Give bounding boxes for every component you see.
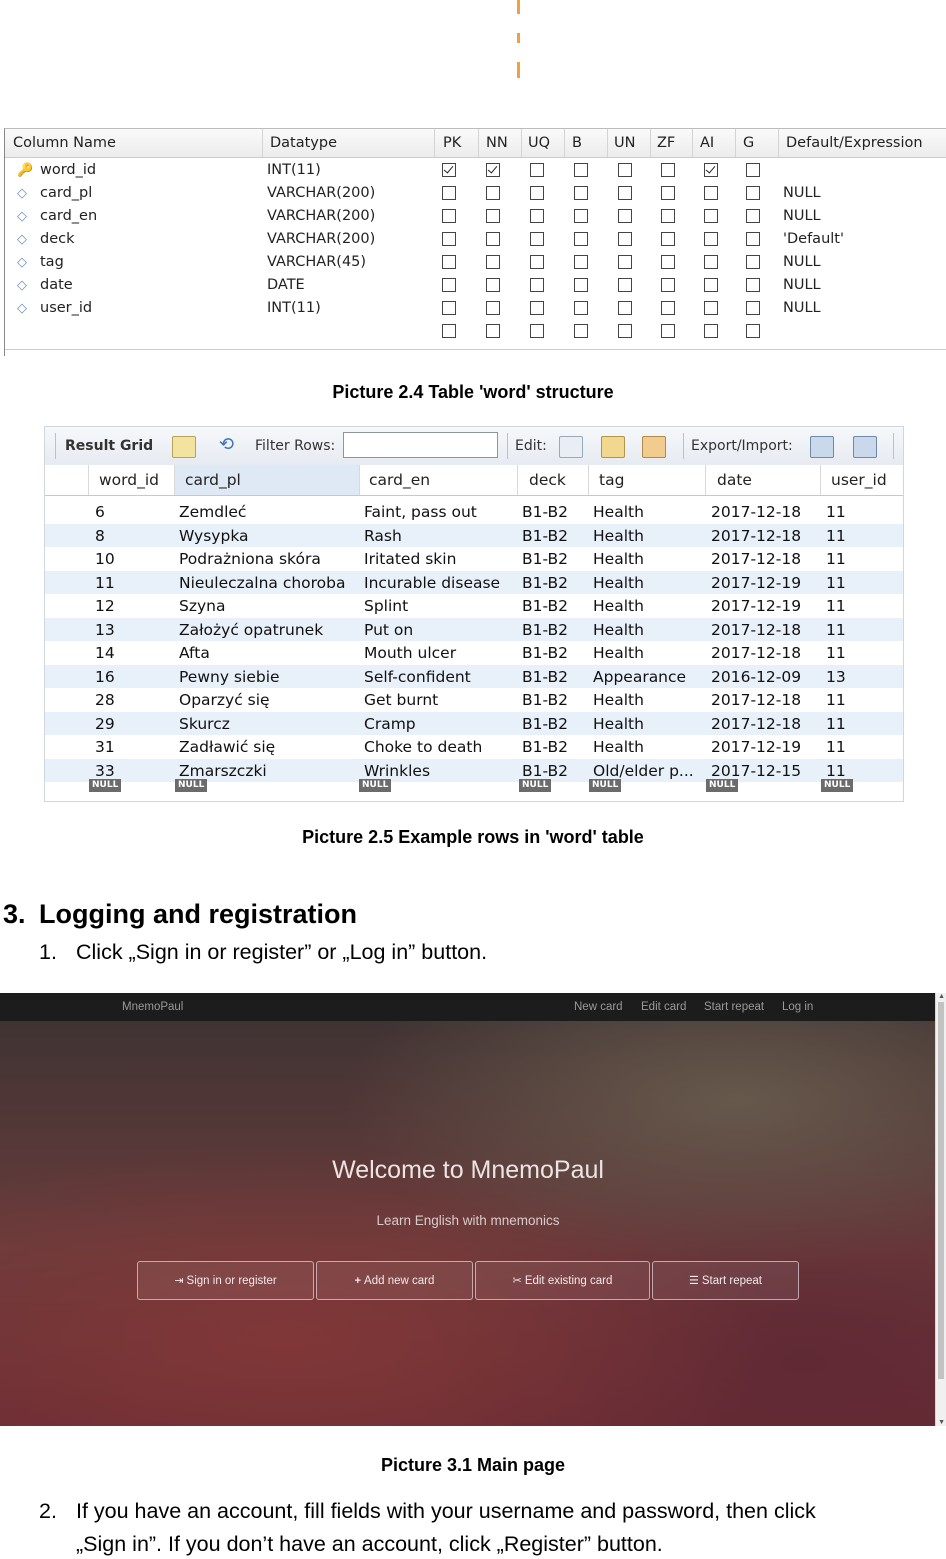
table-cell[interactable]: Health [593,503,644,521]
table-row[interactable] [45,688,903,712]
table-cell[interactable]: B1-B2 [522,573,569,592]
table-cell[interactable]: Health [593,550,644,568]
flag-checkbox[interactable] [530,163,544,177]
refresh-icon[interactable]: ⟲ [219,434,235,455]
step-1 [39,940,488,965]
flag-checkbox[interactable] [661,324,675,338]
table-structure-editor [4,128,946,356]
column-datatype[interactable]: VARCHAR(200) [267,208,376,224]
flag-checkbox[interactable] [704,209,718,223]
divider [5,349,946,350]
table-cell[interactable]: Incurable disease [364,573,501,592]
step-2-line-2: „Sign in”. If you don’t have an account, click „Register” button. [76,1532,663,1556]
start-repeat-label: Start repeat [701,1275,762,1287]
filter-rows-label: Filter Rows: [255,438,336,454]
structure-row[interactable] [5,183,946,206]
table-cell[interactable]: 14 [95,644,115,662]
flag-checkbox[interactable] [618,278,632,292]
nav-start-repeat[interactable]: Start repeat [704,1001,765,1013]
table-cell[interactable]: B1-B2 [522,526,569,545]
table-cell[interactable]: 2016-12-09 [711,667,802,686]
flag-checkbox[interactable] [746,163,760,177]
table-cell[interactable]: Get burnt [364,691,439,709]
sign-in-register-button[interactable] [137,1261,314,1300]
table-cell[interactable]: 11 [826,714,846,733]
flag-checkbox[interactable] [442,255,456,269]
step-2-number: 2. [39,1499,57,1523]
flag-checkbox[interactable] [442,324,456,338]
structure-row-empty[interactable] [5,321,946,344]
header-uq[interactable]: UQ [528,135,551,151]
table-cell[interactable]: 12 [95,597,115,615]
flag-checkbox[interactable] [442,186,456,200]
column-datatype[interactable]: INT(11) [267,162,321,178]
flag-checkbox[interactable] [486,186,500,200]
flag-checkbox[interactable] [618,163,632,177]
structure-row[interactable] [5,160,946,183]
header-ai[interactable]: AI [700,135,715,151]
table-row[interactable] [45,547,903,571]
export-icon[interactable] [810,436,834,458]
step-1-text: Click „Sign in or register” or „Log in” button. [76,940,488,964]
structure-row[interactable] [5,206,946,229]
flag-checkbox[interactable] [618,186,632,200]
table-cell[interactable]: Faint, pass out [364,503,477,521]
table-cell[interactable]: Health [593,644,644,662]
header-nn[interactable]: NN [486,135,508,151]
column-datatype[interactable]: VARCHAR(200) [267,231,376,247]
column-default[interactable]: 'Default' [783,231,844,247]
table-cell[interactable]: B1-B2 [522,503,569,521]
table-row[interactable] [45,594,903,618]
structure-row[interactable] [5,275,946,298]
column-icon: ◇ [17,301,27,316]
flag-checkbox[interactable] [486,278,500,292]
table-cell[interactable]: Podrażniona skóra [179,550,321,568]
table-cell[interactable]: Health [593,597,644,615]
table-row[interactable] [45,665,903,689]
table-cell[interactable]: Iritated skin [364,550,457,568]
add-row-icon[interactable] [601,436,625,458]
table-cell[interactable]: Health [593,714,644,733]
header-g[interactable]: G [743,135,755,151]
flag-checkbox[interactable] [486,324,500,338]
table-cell[interactable]: 11 [826,761,846,780]
table-cell[interactable]: Health [593,573,644,592]
header-pk[interactable]: PK [443,135,462,151]
flag-checkbox[interactable] [574,232,588,246]
table-cell[interactable]: Old/elder p... [593,761,694,780]
flag-checkbox[interactable] [618,209,632,223]
main-page-screenshot [0,993,946,1426]
table-cell[interactable]: Wrinkles [364,761,431,780]
nav-new-card[interactable]: New card [574,1001,623,1013]
table-cell[interactable]: Health [593,691,644,709]
filter-rows-input[interactable] [343,432,498,458]
flag-checkbox[interactable] [746,186,760,200]
table-cell[interactable]: Rash [364,526,402,545]
table-cell[interactable]: Zadławić się [179,738,276,756]
flag-checkbox[interactable] [704,301,718,315]
table-cell[interactable]: 11 [826,620,846,639]
table-cell[interactable]: B1-B2 [522,667,569,686]
col-date[interactable]: date [717,471,752,489]
table-cell[interactable]: Założyć opatrunek [179,620,324,639]
navbar [0,993,936,1021]
table-cell[interactable]: Health [593,738,644,756]
flag-checkbox[interactable] [574,163,588,177]
table-cell[interactable]: 16 [95,667,115,686]
table-cell[interactable]: 2017-12-15 [711,761,802,780]
flag-checkbox[interactable] [574,301,588,315]
col-deck[interactable]: deck [529,471,566,489]
column-name[interactable]: date [40,277,73,293]
step-2 [39,1499,816,1524]
edit-label: Edit: [515,438,547,454]
table-cell[interactable]: 11 [826,644,846,662]
table-cell[interactable]: Splint [364,597,409,615]
scrollbar[interactable] [935,993,946,1426]
table-cell[interactable]: 28 [95,691,115,709]
table-cell[interactable]: Health [593,620,644,639]
caption-example-rows: Picture 2.5 Example rows in 'word' table [302,827,644,847]
flag-checkbox[interactable] [530,186,544,200]
flag-checkbox[interactable] [486,255,500,269]
result-grid-header [45,465,903,496]
null-badge: NULL [175,779,207,792]
flag-checkbox[interactable] [746,232,760,246]
table-cell[interactable]: 31 [95,738,115,756]
null-badge: NULL [359,779,391,792]
table-cell[interactable]: 2017-12-19 [711,738,802,756]
flag-checkbox[interactable] [574,209,588,223]
table-cell[interactable]: 2017-12-18 [711,620,802,639]
add-new-card-label: Add new card [364,1275,435,1287]
table-cell[interactable]: 11 [826,550,846,568]
table-cell[interactable]: 11 [826,573,846,592]
top-mark [517,62,520,78]
column-datatype[interactable]: DATE [267,277,305,293]
table-cell[interactable]: Afta [179,644,210,662]
table-cell[interactable]: 29 [95,714,115,733]
table-cell[interactable]: B1-B2 [522,620,569,639]
column-name[interactable]: card_pl [40,185,93,201]
grid-view-icon[interactable] [172,436,196,458]
flag-checkbox[interactable] [746,301,760,315]
result-grid-label: Result Grid [65,438,154,454]
structure-row[interactable] [5,252,946,275]
nav-edit-card[interactable]: Edit card [641,1001,687,1013]
result-grid-toolbar [45,427,903,466]
table-cell[interactable]: 11 [826,526,846,545]
navbar-brand[interactable]: MnemoPaul [122,1001,184,1013]
flag-checkbox[interactable] [442,278,456,292]
flag-checkbox[interactable] [704,232,718,246]
flag-checkbox[interactable] [486,301,500,315]
null-badge: NULL [821,779,853,792]
flag-checkbox[interactable] [486,232,500,246]
export-import-label: Export/Import: [691,438,793,454]
table-cell[interactable]: B1-B2 [522,597,569,615]
table-cell[interactable]: Put on [364,620,414,639]
flag-checkbox[interactable] [704,278,718,292]
column-default[interactable]: NULL [783,300,821,316]
flag-checkbox[interactable] [574,278,588,292]
column-default[interactable]: NULL [783,185,821,201]
flag-checkbox[interactable] [661,232,675,246]
flag-checkbox[interactable] [442,163,456,177]
flag-checkbox[interactable] [746,324,760,338]
table-cell[interactable]: Nieuleczalna choroba [179,573,346,592]
flag-checkbox[interactable] [661,163,675,177]
table-cell[interactable]: 2017-12-18 [711,503,802,521]
table-cell[interactable]: 11 [826,738,846,756]
caption-table-structure: Picture 2.4 Table 'word' structure [332,382,614,402]
flag-checkbox[interactable] [661,186,675,200]
primary-key-icon: 🔑 [17,163,34,178]
flag-checkbox[interactable] [530,278,544,292]
step-2-line-1: If you have an account, fill fields with your username and password, then click [76,1499,816,1523]
scroll-up-icon[interactable]: ▲ [938,993,945,1000]
col-word-id[interactable]: word_id [99,471,159,489]
flag-checkbox[interactable] [486,209,500,223]
table-cell[interactable]: Appearance [593,667,687,686]
header-datatype[interactable]: Datatype [270,135,338,151]
column-icon: ◇ [17,186,27,201]
caption-main-page: Picture 3.1 Main page [380,1455,566,1475]
table-cell[interactable]: 2017-12-18 [711,526,802,545]
sign-in-register-label: Sign in or register [186,1275,277,1287]
table-cell[interactable]: 33 [95,761,115,780]
flag-checkbox[interactable] [442,301,456,315]
header-un[interactable]: UN [614,135,636,151]
table-cell[interactable]: 2017-12-18 [711,691,802,709]
table-row[interactable] [45,735,903,759]
flag-checkbox[interactable] [530,324,544,338]
table-row[interactable] [45,500,903,524]
start-repeat-button[interactable] [652,1261,799,1300]
column-icon: ◇ [17,232,27,247]
table-row[interactable] [45,641,903,665]
nav-log-in[interactable]: Log in [782,1001,814,1013]
column-default[interactable]: NULL [783,277,821,293]
header-default[interactable]: Default/Expression [786,135,923,151]
flag-checkbox[interactable] [530,209,544,223]
column-name[interactable]: word_id [40,162,97,178]
table-cell[interactable]: Wysypka [179,526,249,545]
section-number: 3. [3,899,26,929]
edit-icon: ✂ [512,1275,522,1287]
table-cell[interactable]: B1-B2 [522,738,569,756]
table-cell[interactable]: 2017-12-18 [711,644,802,662]
structure-row[interactable] [5,229,946,252]
column-default[interactable]: NULL [783,254,821,270]
plus-icon: + [354,1275,362,1287]
col-card-en[interactable]: card_en [369,471,431,489]
null-badge: NULL [706,779,738,792]
table-cell[interactable]: Zmarszczki [179,761,267,780]
null-badge: NULL [89,779,121,792]
table-cell[interactable]: Szyna [179,597,226,615]
top-mark [517,0,520,14]
flag-checkbox[interactable] [530,255,544,269]
table-cell[interactable]: B1-B2 [522,714,569,733]
flag-checkbox[interactable] [704,186,718,200]
col-card-pl[interactable]: card_pl [185,471,241,489]
table-cell[interactable]: Skurcz [179,714,230,733]
flag-checkbox[interactable] [574,324,588,338]
table-cell[interactable]: Oparzyć się [179,691,270,709]
table-cell[interactable]: 2017-12-18 [711,550,802,568]
welcome-title: Welcome to MnemoPaul [332,1156,604,1184]
column-name[interactable]: card_en [40,208,98,224]
table-cell[interactable]: B1-B2 [522,691,569,709]
column-datatype[interactable]: INT(11) [267,300,321,316]
column-default[interactable]: NULL [783,208,821,224]
table-cell[interactable]: Self-confident [364,667,471,686]
flag-checkbox[interactable] [661,209,675,223]
import-icon[interactable] [853,436,877,458]
scroll-down-icon[interactable]: ▼ [938,1419,945,1426]
flag-checkbox[interactable] [704,255,718,269]
null-badge: NULL [519,779,551,792]
table-cell[interactable]: Mouth ulcer [364,644,457,662]
column-name[interactable]: deck [40,231,75,247]
table-cell[interactable]: 13 [95,620,115,639]
table-cell[interactable]: 8 [95,526,105,545]
top-mark [517,33,520,43]
result-grid-panel [44,426,904,802]
table-cell[interactable]: 6 [95,503,105,521]
structure-row[interactable] [5,298,946,321]
column-datatype[interactable]: VARCHAR(200) [267,185,376,201]
flag-checkbox[interactable] [574,255,588,269]
flag-checkbox[interactable] [704,163,718,177]
table-cell[interactable]: B1-B2 [522,550,569,568]
table-cell[interactable]: B1-B2 [522,644,569,662]
flag-checkbox[interactable] [618,301,632,315]
table-cell[interactable]: 13 [826,667,846,686]
edit-row-icon[interactable] [559,436,583,458]
column-icon: ◇ [17,255,27,270]
table-row[interactable] [45,712,903,736]
header-b[interactable]: B [572,135,582,151]
edit-existing-card-button[interactable] [475,1261,650,1300]
flag-checkbox[interactable] [704,324,718,338]
flag-checkbox[interactable] [530,301,544,315]
table-cell[interactable]: Zemdleć [179,503,247,521]
header-zf[interactable]: ZF [657,135,676,151]
flag-checkbox[interactable] [442,209,456,223]
table-row[interactable] [45,759,903,783]
col-tag[interactable]: tag [599,471,625,489]
scrollbar-thumb[interactable] [938,1002,944,1379]
table-cell[interactable]: 11 [826,503,846,521]
table-cell[interactable]: Health [593,526,644,545]
add-new-card-button[interactable] [316,1261,473,1300]
flag-checkbox[interactable] [746,278,760,292]
column-name[interactable]: tag [40,254,64,270]
flag-checkbox[interactable] [746,209,760,223]
null-badge: NULL [589,779,621,792]
table-cell[interactable]: B1-B2 [522,761,569,780]
column-icon: ◇ [17,278,27,293]
sign-in-icon: ⇥ [174,1275,184,1287]
column-datatype[interactable]: VARCHAR(45) [267,254,367,270]
table-cell[interactable]: 11 [95,573,115,592]
flag-checkbox[interactable] [661,278,675,292]
column-icon: ◇ [17,209,27,224]
table-row[interactable] [45,618,903,642]
section-title: Logging and registration [39,899,358,929]
column-name[interactable]: user_id [40,300,93,316]
flag-checkbox[interactable] [661,255,675,269]
col-user-id[interactable]: user_id [831,471,887,489]
flag-checkbox[interactable] [618,324,632,338]
edit-existing-card-label: Edit existing card [524,1275,613,1287]
flag-checkbox[interactable] [574,186,588,200]
flag-checkbox[interactable] [442,232,456,246]
welcome-subtitle: Learn English with mnemonics [376,1213,560,1228]
flag-checkbox[interactable] [530,232,544,246]
table-cell[interactable]: 11 [826,597,846,615]
table-row[interactable] [45,571,903,595]
table-cell[interactable]: Pewny siebie [179,667,280,686]
flag-checkbox[interactable] [661,301,675,315]
table-cell[interactable]: Cramp [364,714,416,733]
flag-checkbox[interactable] [486,163,500,177]
delete-row-icon[interactable] [642,436,666,458]
flag-checkbox[interactable] [618,232,632,246]
flag-checkbox[interactable] [746,255,760,269]
list-icon: ☰ [689,1275,699,1287]
table-cell[interactable]: 10 [95,550,115,568]
table-row[interactable] [45,524,903,548]
table-cell[interactable]: 2017-12-19 [711,573,802,592]
flag-checkbox[interactable] [618,255,632,269]
table-cell[interactable]: 11 [826,691,846,709]
structure-header [5,129,946,158]
table-cell[interactable]: Choke to death [364,738,483,756]
section-heading [3,899,357,930]
table-cell[interactable]: 2017-12-19 [711,597,802,615]
step-1-number: 1. [39,940,57,964]
header-column-name[interactable]: Column Name [13,135,116,151]
table-cell[interactable]: 2017-12-18 [711,714,802,733]
